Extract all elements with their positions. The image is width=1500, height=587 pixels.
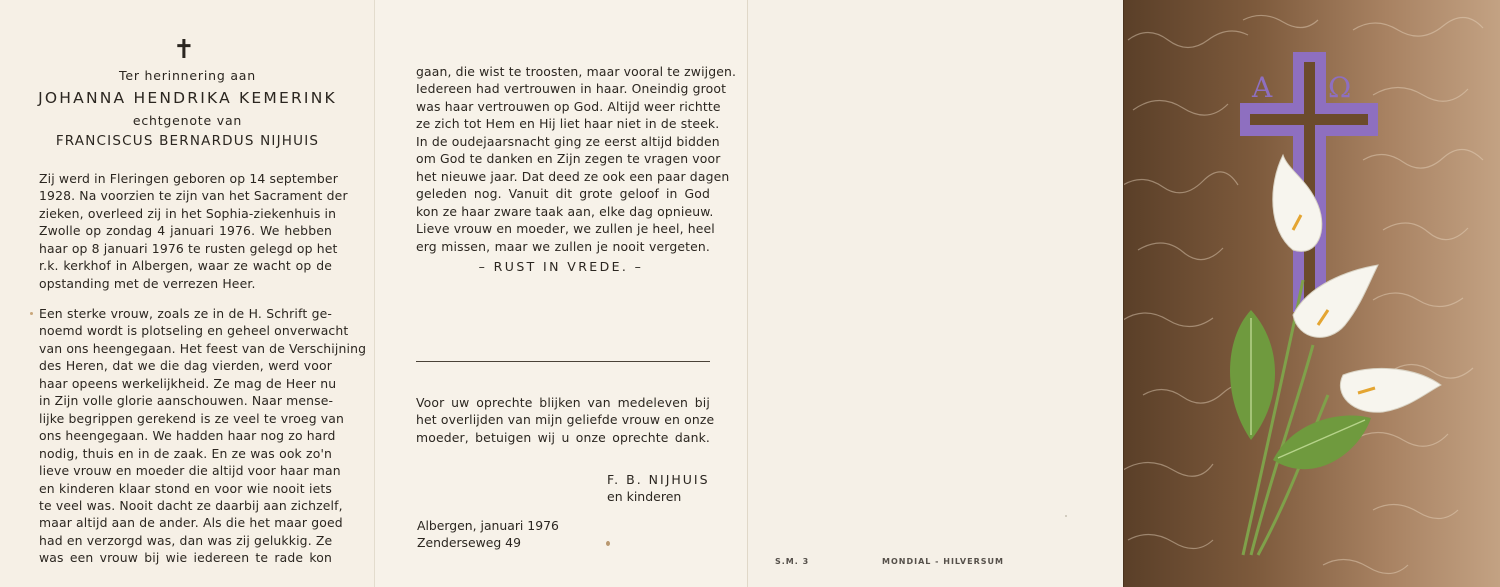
paper-speck	[30, 312, 33, 315]
leaf-icon	[1273, 415, 1371, 469]
text-line: In de oudejaarsnacht ging ze eerst altijd bidden	[416, 133, 720, 149]
address-block	[417, 517, 559, 551]
text-line: Een sterke vrouw, zoals ze in de H. Schrift ge-	[39, 306, 332, 321]
text-line: r.k. kerkhof in Albergen, waar ze wacht op de	[39, 258, 332, 274]
tribute-paragraph	[39, 305, 367, 567]
spouse-intro: echtgenote van	[132, 113, 243, 128]
text-line: erg missen, maar we zullen je nooit vergeten.	[416, 238, 710, 254]
text-line: opstanding met de verrezen Heer.	[39, 275, 256, 291]
text-line: Voor uw oprechte blijken van medeleven bij	[416, 395, 710, 410]
text-line: te veel was. Nooit dacht ze daarbij aan zichzelf,	[39, 497, 343, 513]
text-line: maar altijd aan de ander. Als die het maar goed	[39, 515, 343, 531]
text-line: geleden nog. Vanuit dit grote geloof in God	[416, 186, 710, 202]
card-panel-back	[747, 0, 1123, 587]
card-panel-inner	[375, 0, 747, 587]
text-line: Lieve vrouw en moeder, we zullen je heel, heel	[416, 221, 715, 237]
memorial-intro: Ter herinnering aan	[119, 68, 256, 83]
signature-sub: en kinderen	[607, 489, 682, 504]
thanks-paragraph	[416, 394, 715, 446]
text-line: Zwolle op zondag 4 januari 1976. We hebben	[39, 223, 332, 239]
text-line: had en verzorgd was, dan was zij gelukkig. Ze	[39, 532, 333, 548]
text-line: des Heren, dat we die dag vierden, werd voor	[39, 358, 332, 374]
text-line: haar opeens werkelijkheid. Ze mag de Heer nu	[39, 375, 337, 391]
print-code: S.M. 3	[775, 557, 810, 566]
text-line: ze zich tot Hem en Hij liet haar niet in de steek.	[416, 116, 720, 132]
text-line: het nieuwe jaar. Dat deed ze ook een paar dagen	[416, 168, 730, 184]
paper-speck	[606, 541, 610, 546]
text-line: in Zijn volle glorie aanschouwen. Naar mense-	[39, 393, 334, 409]
text-line: kon ze haar zware taak aan, elke dag opnieuw.	[416, 203, 714, 219]
text-line: zieken, overleed zij in het Sophia-ziekenhuis in	[39, 205, 337, 221]
text-line: en kinderen klaar stond en voor wie nooit iets	[39, 480, 332, 496]
text-line: Iedereen had vertrouwen in haar. Oneindig groot	[416, 81, 727, 97]
lily-cross-illustration	[1123, 0, 1500, 587]
rest-in-peace-text: – RUST IN VREDE. –	[478, 259, 644, 274]
continuation-paragraph	[416, 63, 737, 255]
text-line: Zij werd in Fleringen geboren op 14 september	[39, 171, 338, 186]
leaf-icon	[1230, 310, 1275, 440]
signature-block	[607, 472, 710, 504]
biography-paragraph	[39, 170, 348, 292]
place-date: Albergen, januari 1976	[417, 518, 559, 533]
street-address: Zenderseweg 49	[417, 535, 521, 550]
text-line: nodig, thuis en in de zaak. En ze was ook zo'n	[39, 445, 332, 461]
text-line: haar op 8 januari 1976 te rusten gelegd op het	[39, 240, 338, 256]
publisher-imprint: MONDIAL - HILVERSUM	[882, 557, 1004, 566]
paper-speck	[1065, 515, 1067, 517]
card-panel-left	[0, 0, 375, 587]
text-line: om God te danken en Zijn zegen te vragen voor	[416, 151, 721, 167]
text-line: het overlijden van mijn geliefde vrouw en onze	[416, 412, 715, 428]
signature-name: F. B. NIJHUIS	[607, 472, 710, 487]
text-line: was een vrouw bij wie iedereen te rade kon	[39, 550, 332, 566]
deceased-name: JOHANNA HENDRIKA KEMERINK	[38, 89, 337, 107]
omega-symbol: Ω	[1328, 71, 1352, 104]
spouse-name: FRANCISCUS BERNARDUS NIJHUIS	[55, 133, 320, 149]
cover-illustration	[1123, 0, 1500, 587]
text-line: lieve vrouw en moeder die altijd voor haar man	[39, 463, 341, 479]
lily-flower-icon	[1340, 368, 1441, 412]
alpha-symbol: A	[1252, 71, 1273, 104]
text-line: noemd wordt is plotseling en geheel onverwacht	[39, 323, 349, 339]
text-line: moeder, betuigen wij u onze oprechte dank.	[416, 429, 710, 445]
text-line: 1928. Na voorzien te zijn van het Sacrament der	[39, 188, 348, 204]
text-line: lijke begrippen gerekend is ze veel te vroeg van	[39, 410, 345, 426]
divider-line	[416, 361, 710, 362]
text-line: ons heengegaan. We hadden haar nog zo hard	[39, 428, 336, 444]
text-line: was haar vertrouwen op God. Altijd weer richtte	[416, 98, 721, 114]
cross-icon: ✝	[173, 35, 195, 65]
text-line: gaan, die wist te troosten, maar vooral te zwijgen.	[416, 64, 737, 79]
text-line: van ons heengegaan. Het feest van de Verschijning	[39, 340, 367, 356]
